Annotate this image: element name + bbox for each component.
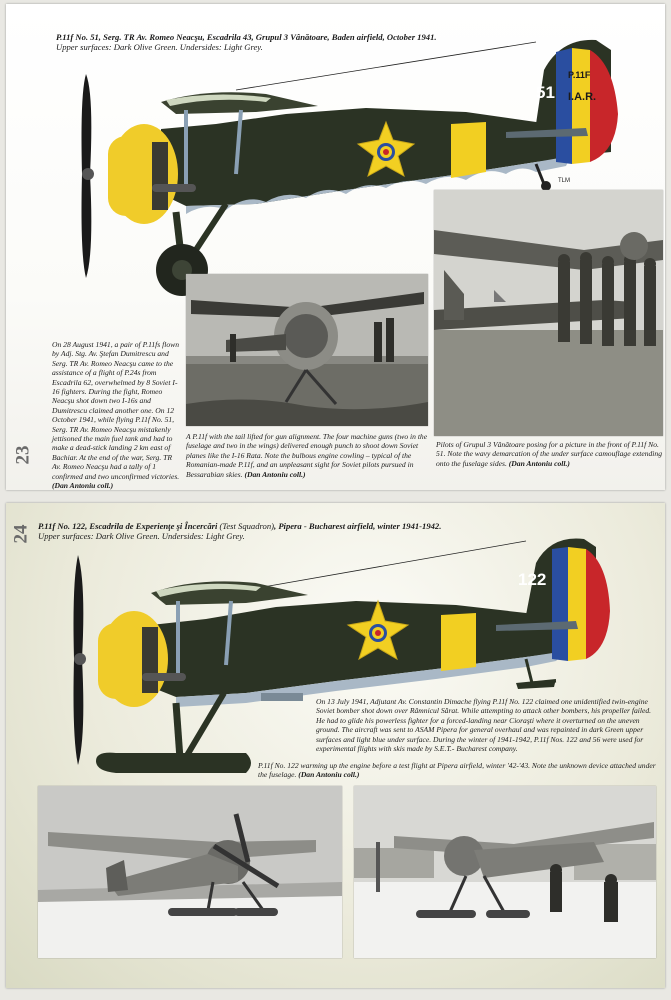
page-23: [6, 4, 665, 490]
profile-title: P.11f No. 122, Escadrila de Experienţe şi Încercări (Test Squadron), Pipera - Bucharest airfield, winter 1941-1942. Upper surfaces: Dark Olive Green. Undersides: Light Grey.: [38, 521, 442, 542]
fin-marking-iar: I.A.R.: [568, 91, 597, 103]
photo-tail-lifted: [186, 274, 428, 426]
caption-middle: A P.11f with the tail lifted for gun alignment. The four machine guns (two in the fuselage and two in the wings) delivered enough punch to shoot down Soviet planes like the I-16 Rata. Note the bulbous engine cowling – typical of the Romanian-made P.11f, and an unpleasant sight for Soviet pilots pursued in Bessarabian skies. (Dan Antoniu coll.): [186, 432, 428, 479]
photo-pilots-posing: [434, 190, 663, 436]
profile-title: P.11f No. 51, Serg. TR Av. Romeo Neacşu, Escadrila 43, Grupul 3 Vânătoare, Baden airfield, October 1941. Upper surfaces: Dark Olive Green. Undersides: Light Grey.: [56, 32, 437, 53]
page-number: 23: [12, 445, 34, 465]
artist-signature: TLM: [558, 178, 570, 184]
tail-number: 122: [518, 570, 547, 589]
caption-right: On 13 July 1941, Adjutant Av. Constantin Dimache flying P.11f No. 122 claimed one unidentified twin-engine Soviet bomber shot down over Râmnicul Sărat. While attempting to attack other bombers, his propeller failed. He had to glide his powerless fighter for a forced-landing near Cioraşti where it overturned on the uneven ground. The aircraft was sent to ASAM Pipera for general overhaul and was repainted in dark Green upper surfaces and light blue under surface. During the winter of 1941-1942, P.11f Nos. 122 and 56 were used for experimental flights with skis made by S.E.T.- Bucharest company.: [316, 697, 652, 754]
page-number: 24: [10, 524, 32, 544]
caption-right: Pilots of Grupul 3 Vânătoare posing for a picture in the front of P.11f No. 51. Note the wavy demarcation of the under surface camouflage extending onto the fuselage sides. (Dan Antoniu coll.): [436, 440, 663, 468]
aircraft-profile-122: [56, 533, 616, 793]
tail-number: 51: [536, 83, 555, 102]
fin-marking: P.11F: [568, 70, 591, 80]
caption-photo: P.11f No. 122 warming up the engine before a test flight at Pipera airfield, winter '42-'43. Note the unknown device attached under the fuselage. (Dan Antoniu coll.): [258, 761, 656, 780]
page-24: [6, 503, 665, 988]
photo-skis-right: [354, 786, 656, 958]
caption-left: On 28 August 1941, a pair of P.11fs flown by Adj. Stg. Av. Ştefan Dumitrescu and Serg. TR Av. Romeo Neacşu came to the assistance of a flight of P.24s from Escadrila 62, overwhelmed by 8 Soviet I-16 fighters. During the fight, Romeo Neacşu shot down two I-16s and Dumitrescu claimed another one. On 12 October 1941, while flying P.11f No. 51, Serg. TR Av. Romeo Neacşu mistakenly jettisoned the main fuel tank and had to make a dead-stick landing 2 km east of Bachiar. At the end of the war, Serg. TR Av. Romeo Neacşu had a tally of 1 confirmed and two unconfirmed victories. (Dan Antoniu coll.): [52, 340, 180, 490]
photo-skis-left: [38, 786, 342, 958]
